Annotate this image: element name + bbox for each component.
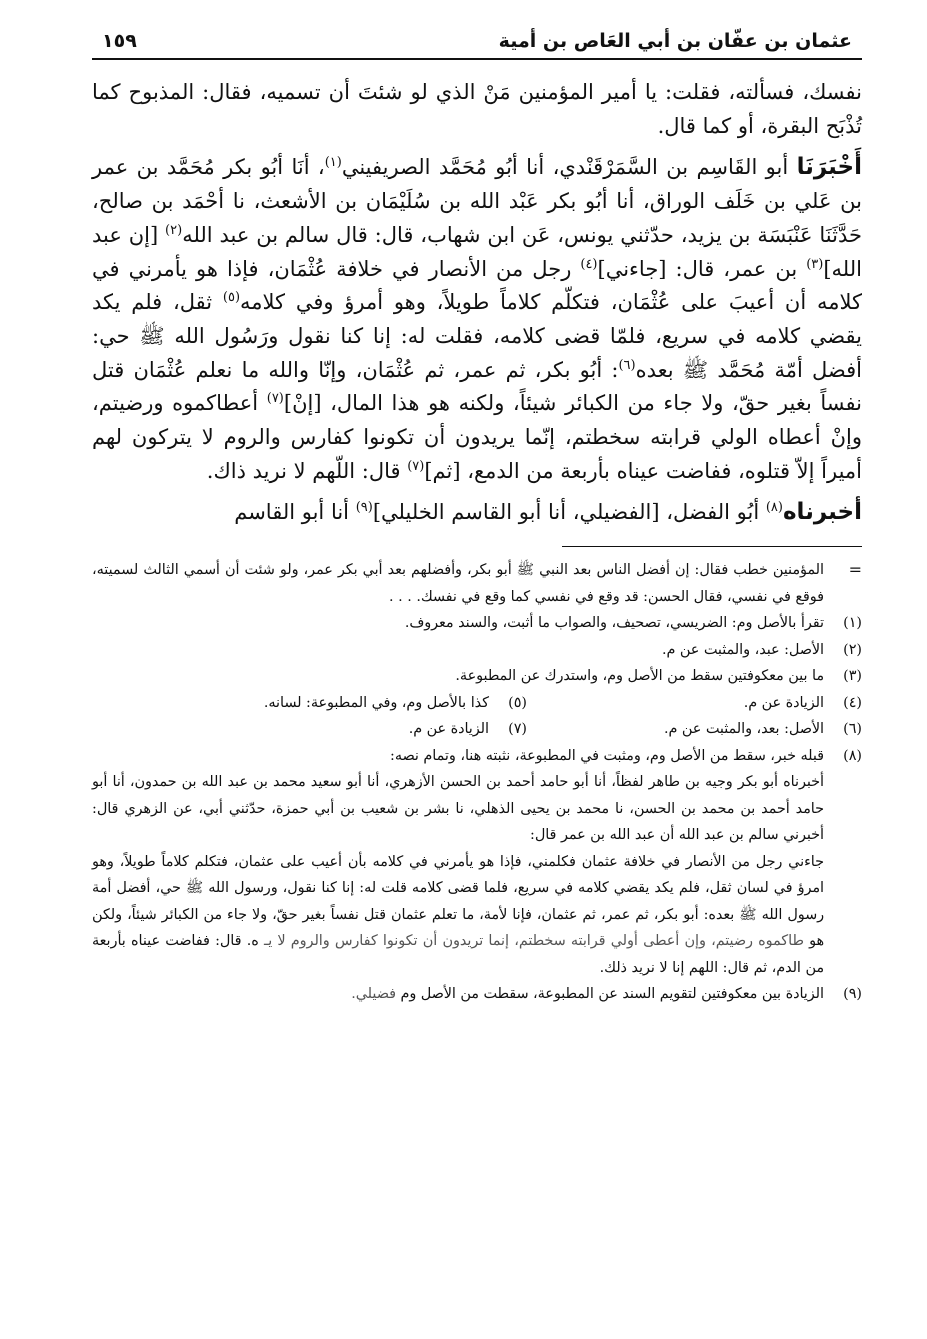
footnote-ref[interactable]: (٢) xyxy=(165,222,183,238)
footnote-row-4-5 xyxy=(92,690,862,717)
text-run: بن عمر، قال: [جاءني] xyxy=(597,256,807,281)
page-number: ١٥٩ xyxy=(102,30,137,52)
footnote-body xyxy=(92,769,824,981)
footnote-text: الأصل: بعد، والمثبت عن م. xyxy=(663,721,824,738)
footnote-6 xyxy=(527,716,862,743)
footnote-text: الزيادة عن م. xyxy=(743,694,824,711)
footnote-continuation xyxy=(92,557,862,610)
running-title: عثمان بن عفّان بن أبي العَاص بن أمية xyxy=(498,30,852,52)
footnote-number: (٨) xyxy=(843,747,862,764)
footnote-number: (٧) xyxy=(508,721,527,738)
text-run: ثقل، فلم يكد يقضي كلامه في سريع، فلمّا قضى كلامه، فقلت له: إنا كنا نقول ورَسُول الله ﷺ حي: أفضل أمّة مُحَمَّد ﷺ بعده xyxy=(92,290,863,382)
footnote-text: ما بين معكوفتين سقط من الأصل وم، واستدرك عن المطبوعة. xyxy=(455,668,824,685)
footnote-ref[interactable]: (١) xyxy=(324,155,342,171)
footnote-body xyxy=(92,743,824,770)
book-page xyxy=(92,30,862,1320)
footnote-row-6-7 xyxy=(92,716,862,743)
footnote-ref[interactable]: (٩) xyxy=(355,500,373,516)
footnote-ref[interactable]: (٧) xyxy=(266,391,284,407)
running-header xyxy=(92,30,862,60)
paragraph-2 xyxy=(92,151,862,488)
text-run: جاءني رجل من الأنصار في خلافة عثمان فكلمني، فإذا هو يأمرني في كلامه بأن أعيب على عثمان، فتكلم كلاماً طويلاً، وهو امرؤ في لسان ثقل، فلم يكد يقضي كلامه في سريع، فلما قضى كلامه قلت له: إنا كنا نقول، ورسول الله ﷺ حي، أفضل أمة رسول الله ﷺ بعده: أبو بكر، ثم عمر، ثم عثمان، فإنا لأمة، ما تعلم عثمان قتل نفساً بغير حقّ، ولا جاء من الكبائر شيئاً، ولكن هو xyxy=(92,853,825,950)
footnote-ref[interactable]: (٧) xyxy=(407,458,425,474)
footnote-ref[interactable]: (٨) xyxy=(765,500,783,516)
footnote-text: قبله خبر، سقط من الأصل وم، ومثبت في المطبوعة، نثبته هنا، وتمام نصه: xyxy=(390,747,824,764)
footnote-5 xyxy=(192,690,527,717)
footnote-text xyxy=(92,849,824,982)
footnote-text: كذا بالأصل وم، وفي المطبوعة: لسانه. xyxy=(263,694,489,711)
paragraph-lead-word: أخبرناه xyxy=(782,499,862,526)
main-text xyxy=(92,76,862,530)
text-run: رجل من الأنصار في خلافة عُثْمَان، فإذا هو يأمرني في كلامه أن أعيبَ على عُثْمَان، فتكلّم كلاماً طويلاً، وهو أمرؤ وفي كلامه xyxy=(92,256,862,315)
text-run: طاكموه رضيتم، وإن أعطى أولي قرابته سخطتم، إنما تريدون أن تكونوا كفارس والروم لا يـ xyxy=(264,933,804,950)
paragraph-3 xyxy=(92,496,862,530)
footnote-text: الأصل: عبد، والمثبت عن م. xyxy=(661,641,824,658)
footnote-number: (٦) xyxy=(843,721,862,738)
footnote-number: (٤) xyxy=(843,694,862,711)
text-run: أعطاكموه ورضيتم، وإنْ أعطاه الولي قرابته سخطتم، إنّما يريدون أن تكونوا كفارس والروم لا يتركون لهم أميراً إلاّ قتلوه، ففاضت عيناه بأربعة من الدمع، [ثم] xyxy=(92,391,862,483)
footnote-9 xyxy=(92,981,862,1008)
continuation-mark: = xyxy=(848,560,862,580)
footnote-3 xyxy=(92,663,862,690)
footnote-ref[interactable]: (٥) xyxy=(222,290,241,306)
text-run: أنا أبو القاسم xyxy=(234,500,356,525)
text-run: ه. قال: ففاضت عيناه بأربعة من الدم، ثم قال: اللهم إنا لا نريد ذلك. xyxy=(92,933,824,976)
footnote-4 xyxy=(527,690,862,717)
footnote-text: المؤمنين خطب فقال: إن أفضل الناس بعد النبي ﷺ أبو بكر، وأفضلهم بعد أبي بكر عمر، ولو شئت أن أسمي الثالث لسميته، فوقع في نفسي، فقال الحسن: قد وقع في نفسي كما وقع في نفسك. . . . xyxy=(92,562,824,605)
footnote-text: تقرأ بالأصل وم: الضريسي، تصحيف، والصواب ما أثبت، والسند معروف. xyxy=(404,615,824,632)
footnote-text: أخبرناه أبو بكر وجيه بن طاهر لفظاً، أنا أبو حامد أحمد بن الحسن الأزهري، أنا أبو سعيد محمد بن عبد الله بن حمدون، أنا أبو حامد أحمد بن محمد بن الحسن، نا محمد بن يحيى الذهلي، نا بشر بن شعيب بن أبي حمزة، حدّثني أبي، عن الزهري قال: أخبرني سالم بن عبد الله أن عبد الله بن عمر قال: xyxy=(92,774,824,844)
footnote-2 xyxy=(92,637,862,664)
text-run: فضيلي. xyxy=(351,986,396,1003)
footnote-text: الزيادة عن م. xyxy=(408,721,489,738)
text-run: [إن عبد الله] xyxy=(92,222,862,281)
text-run: أبُو الفضل، [الفضيلي، أنا أبو القاسم الخليلي] xyxy=(372,500,766,525)
footnote-number: (٢) xyxy=(843,641,862,658)
paragraph-1: نفسك، فسألته، فقلت: يا أمير المؤمنين مَنْ الذي لو شئتَ أن تسميه، فقال: المذبوح كما تُذْبَح البقرة، أو كما قال. xyxy=(92,80,862,138)
paragraph-lead-word: أَخْبَرَنَا xyxy=(796,154,862,181)
text-run: الزيادة بين معكوفتين لتقويم السند عن المطبوعة، سقطت من الأصل وم xyxy=(400,986,824,1003)
footnote-ref[interactable]: (٣) xyxy=(806,256,824,272)
footnote-number: (٥) xyxy=(508,694,527,711)
footnote-divider xyxy=(562,546,862,547)
footnotes xyxy=(92,557,862,1008)
footnote-8 xyxy=(92,743,862,770)
footnote-number: (٩) xyxy=(843,986,862,1003)
footnote-7 xyxy=(192,716,527,743)
footnote-text xyxy=(92,981,824,1008)
footnote-number: (١) xyxy=(843,615,862,632)
text-run: قال: اللّهم لا نريد ذاك. xyxy=(206,458,408,483)
footnote-ref[interactable]: (٦) xyxy=(618,357,636,373)
footnote-ref[interactable]: (٤) xyxy=(580,256,598,272)
text-run: ، أنَا أبُو بكر مُحَمَّد بن عمر بن عَلي بن خَلَف الوراق، أنا أبُو بكر عَبْد الله بن سُلَيْمَان بن الأشعث، نا أحْمَد بن صالح، حَدَّثَنَا عَنْبَسَة بن يزيد، حدّثني يونس، عَن ابن شهاب، قال: قال سالم بن عبد الله xyxy=(92,155,862,247)
footnote-8-quote xyxy=(92,769,862,981)
text-run: أبو القَاسِم بن السَّمَرْقَنْدي، أنا أبُو مُحَمَّد الصريفيني xyxy=(341,155,797,180)
footnote-1 xyxy=(92,610,862,637)
text-run: : أبُو بكر، ثم عمر، ثم عُثْمَان، وإنّا والله ما نعلم عُثْمَان قتل نفساً بغير حقّ، ولا جاء من الكبائر شيئاً، ولكنه هو هذا المال، [إنْ] xyxy=(92,357,862,416)
footnote-number: (٣) xyxy=(843,668,862,685)
